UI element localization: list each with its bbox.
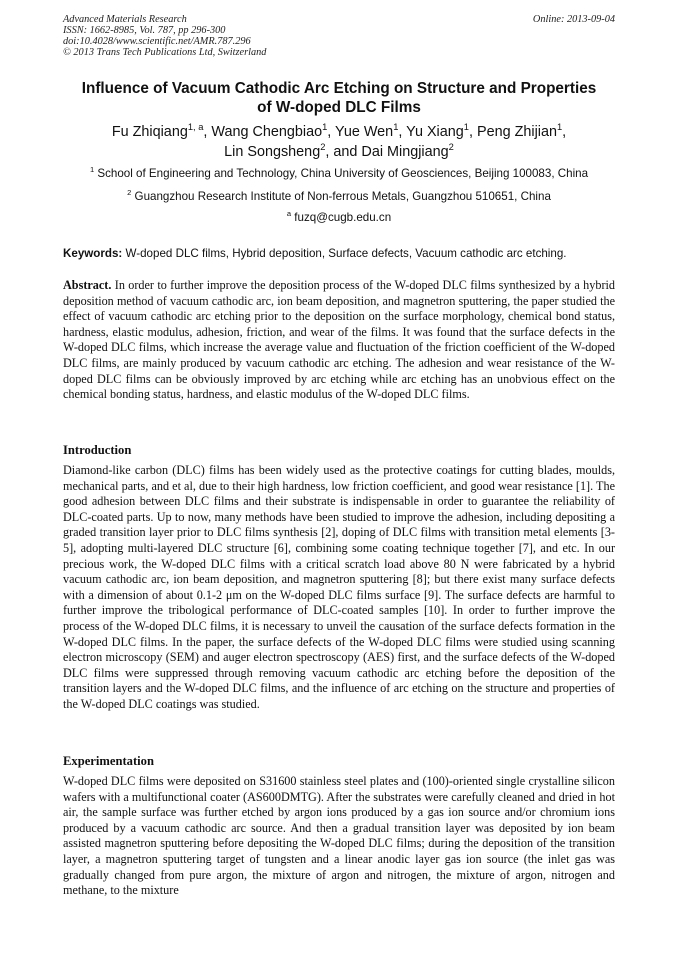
affiliation-1 [50,167,628,181]
abstract [63,278,615,403]
author-affiliation-mark: 1 [322,122,328,133]
affiliation-mark: 2 [127,188,132,198]
online-date: Online: 2013-09-04 [532,14,615,25]
experimentation-paragraph: W-doped DLC films were deposited on S31600 stainless steel plates and (100)-oriented single crystalline silicon wafers with a multifunctional coater (AS600DMTG). After the substrates were carefully cleaned and dried in hot air, the sample surface was further etched by argon ions produced by a gas ion source and/or chromium ions produced by a vacuum cathodic arc source. And then a gradual transition layer was deposited by ion beam assisted magnetron sputtering before depositing the W-doped DLC films; during the deposition of the transition layer, a magnetron sputtering target of tungsten and a linear anodic layer gas ion source (the inlet gas was gradually changed from pure argon, the mixture of argon and nitrogen, the mixture of argon, nitrogen and methane, to the mixture [63,774,615,898]
author-affiliation-mark: 1, a [187,122,204,133]
author-affiliation-mark: 1 [556,122,563,133]
author-affiliation-mark: 2 [320,142,326,153]
abstract-label: Abstract. [63,278,112,292]
paper-title [60,79,618,117]
keywords-label: Keywords: [63,247,123,260]
author-email [50,211,628,225]
author-name: Yue Wen [335,124,394,140]
author-name: Peng Zhijian [476,124,557,140]
author-name: Dai Mingjiang [361,144,449,160]
introduction-paragraph: Diamond-like carbon (DLC) films has been widely used as the protective coatings for cutting blades, moulds, mechanical parts, and et al, due to their high hardness, low friction coefficient, and good wear resistance [1]. The good adhesion between DLC films and their substrate is indispensable in order to guarantee the reliability of DLC-coated parts. Up to now, many methods have been studied to improve the adhesion, including depositing a graded transition layer prior to DLC films synthesis [2], doping of DLC films with transition metal elements [3-5], adopting multi-layered DLC structure [6], combining some coating technique together [7], and etc. In our precious work, the W-doped DLC films with a critical scratch load above 80 N were fabricated by a hybrid vacuum cathodic arc, ion beam deposition, and magnetron sputtering [8]; but there exist many surface defects with a dimension of about 0.1-2 μm on the W-doped DLC films surface [9]. The surface defects are harmful to further improve the tribological performance of DLC-coated samples [10]. In order to further improve the process of the W-doped DLC films, it is necessary to unveil the causation of the surface defects formation in the W-doped DLC films. In the paper, the surface defects of the W-doped DLC films were studied using scanning electron microscopy (SEM) and auger electron spectroscopy (AES) first, and the surface defects of the W-doped DLC films were suppressed through removing vacuum cathodic arc etching before the deposition of the transition layers and the W-doped DLC films, and the influence of arc etching on the structure and properties of the W-doped DLC coatings was studied. [63,463,615,711]
issn-line: ISSN: 1662-8985, Vol. 787, pp 296-300 [63,25,226,36]
affiliation-2 [50,190,628,204]
abstract-text: In order to further improve the deposition process of the W-doped DLC films synthesized by a hybrid deposition method of vacuum cathodic arc, ion beam deposition, and magnetron sputtering, the paper studied the effect of vacuum cathodic arc etching prior to the deposition on the surface morphology, chemical bond status, hardness, elastic modulus, adhesion, friction, and wear of the films. It was found that the surface defects in the W-doped DLC films, which increase the average value and fluctuation of the friction coefficient of the W-doped DLC films, are mainly produced by vacuum cathodic arc etching. The adhesion and wear resistance of the W-doped DLC films can be obviously improved by arc etching while arc etching has an unobvious effect on the chemical bonding status, hardness, and elastic modulus of the W-doped DLC films. [63,278,615,402]
email-address[interactable]: fuzq@cugb.edu.cn [294,211,392,224]
title-line-1: Influence of Vacuum Cathodic Arc Etching on Structure and Properties [81,80,597,97]
author-name: Lin Songsheng [224,144,321,160]
author-name: Yu Xiang [406,124,464,140]
affiliation-text: Guangzhou Research Institute of Non-ferrous Metals, Guangzhou 510651, China [134,190,551,203]
author-affiliation-mark: 1 [463,122,469,133]
running-header [63,14,615,58]
title-line-2: of W-doped DLC Films [257,99,421,116]
section-heading-experimentation: Experimentation [63,754,154,768]
doi-line: doi:10.4028/www.scientific.net/AMR.787.296 [63,36,251,47]
author-name: Fu Zhiqiang [111,124,188,140]
author-name: Wang Chengbiao [211,124,323,140]
copyright-line: © 2013 Trans Tech Publications Ltd, Switzerland [63,47,267,58]
keywords [63,247,619,261]
section-heading-introduction: Introduction [63,443,132,457]
journal-name: Advanced Materials Research [63,14,187,25]
author-line-1: Fu Zhiqiang$^{1, a}$, Wang Chengbiao$^1$, Yue Wen$^1$, Yu Xiang$^1$, Peng Zhijian$^1$, [111,122,567,140]
affiliation-text: School of Engineering and Technology, China University of Geosciences, Beijing 100083, China [97,167,589,180]
author-affiliation-mark: 2 [448,142,454,153]
author-affiliation-mark: 1 [393,122,399,133]
affiliation-mark: 1 [89,165,95,175]
author-list [60,122,618,162]
keywords-text: W-doped DLC films, Hybrid deposition, Surface defects, Vacuum cathodic arc etching. [125,247,567,260]
email-mark: a [286,209,292,219]
author-line-2: Lin Songsheng$^2$, and Dai Mingjiang$^2$ [224,142,454,160]
